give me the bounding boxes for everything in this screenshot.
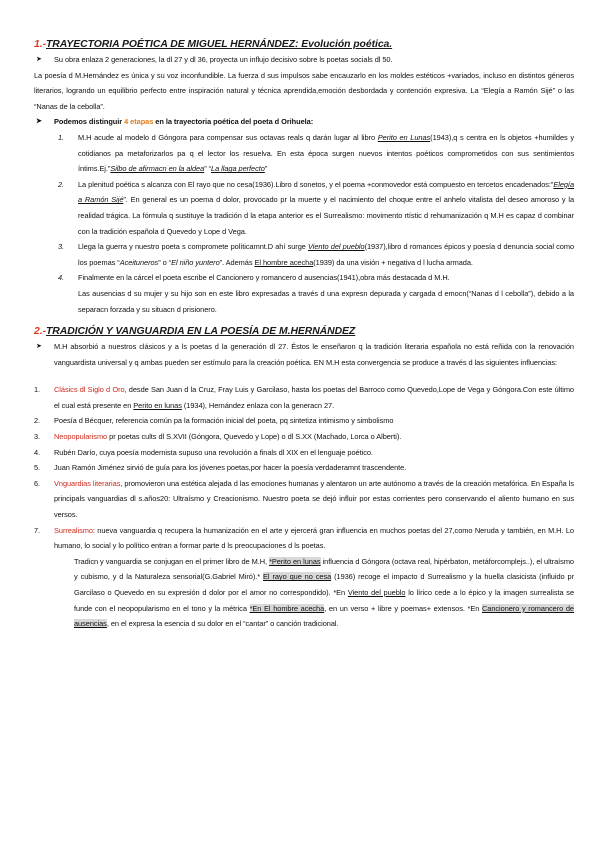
section1-title: TRAYECTORIA POÉTICA DE MIGUEL HERNÁNDEZ: Evolución poética. [45, 39, 393, 50]
section2-number: 2.- [34, 326, 46, 338]
list-item: 2. La plenitud poética s alcanza con El rayo que no cesa(1936).Libro d sonetos, y el poema +conmovedor está compuesto en tercetos encadenados:”Elegía a Ramón Sijé”. En general es un poema d dolor, provocado pr la muerte y el nacimiento del choque entre el anhelo vitalista del deseo amoroso y la realidad trágica. La fórmula q sustituye la tradición d la etapa anterior es el Surrealismo: movimento rtístic d rehumanización q M.H es capaz d combinar con la tradición española d Quevedo y Lope d Vega. [58, 179, 575, 236]
stages-list [34, 130, 574, 317]
list-item: 4. Finalmente en la cárcel el poeta escribe el Cancionero y romancero d ausencias(1941),obra más destacada d M.H. Las ausencias d su mujer y su hijo son en este libro expresadas a través d una expresn depurada y cargada d emocn(“Nanas d l cebolla”), debido a la separacn forzada y su situacn d prisionero. [58, 273, 574, 314]
section1-number: 1.- [34, 39, 46, 50]
section2-bullet: ➤ M.H absorbió a nuestros clásicos y a ls poetas d la generación dl 27. Éstos le enseñaron q la tradición literaria española no está reñida con la renovación vanguardista universal y q ambas pueden ser estímulo para la creación poética. EN M.H esta convergencia se produce a través d las siguientes influencias: [34, 339, 574, 370]
section1-bullet2: ➤ Podemos distinguir 4 etapas en la trayectoria poética del poeta d Orihuela: [34, 114, 574, 130]
list-item: 4. Rubén Darío, cuya poesía modernista supuso una revolución a finals dl XIX en el lenguaje poético. [34, 447, 373, 457]
list-item: 2. Poesía d Bécquer, referencia común pa la formación inicial del poeta, pq sintetiza intimismo y simbolismo [34, 416, 394, 426]
section2-heading [34, 325, 574, 339]
arrow-right-icon: ➤ [36, 56, 42, 63]
list-item: 7. Surrealismo: nueva vanguardia q recupera la humanización en el arte y ejercerá gran influencia en muchos poetas del 27,como Neruda y también, en M.H. Lo humano, lo social y lo político entran a formar parte d ls preocupaciones d ls poetas. [34, 525, 574, 551]
book-link[interactable]: *En El hombre acecha [249, 603, 325, 613]
influences-list [34, 382, 574, 554]
book-link[interactable]: El hombre acecha [254, 257, 314, 267]
poem-link[interactable]: Elegía a Ramón Sijé [78, 179, 574, 205]
poem-link[interactable]: Silbo de afirmacn en la aldea [110, 164, 205, 174]
list-item: 3. Neopopularismo pr poetas cults dl S.XVII (Góngora, Quevedo y Lope) o dl S.XX (Machado, Lorca o Alberti). [34, 432, 402, 442]
list-item: 6. Vnguardias literarias, promovieron una estética alejada d las emociones humanas y alentaron un arte autónomo a través de la creación metafórica. En España ls principals vanguardias dl s.años20: Ultraísmo y Creacionismo. Nuestro poeta se dejó influir por estas corrientes pero conservando el aliento humano en sus versos. [34, 478, 574, 520]
poem-link[interactable]: La llaga perfecto [211, 164, 265, 174]
book-link[interactable]: Viento del pueblo [347, 588, 406, 597]
book-link[interactable]: El rayo que no cesa [263, 572, 332, 582]
list-item: 5. Juan Ramón Jiménez sirvió de guía para los jóvenes poetas,por hacer la poesía verdaderamnt trascendente. [34, 463, 407, 473]
arrow-right-icon: ➤ [36, 118, 42, 126]
book-link[interactable]: Cancionero y romancero de ausencias [74, 603, 574, 629]
book-link[interactable]: *Perito en lunas [269, 556, 321, 566]
section1-heading [34, 38, 574, 52]
book-link[interactable]: Viento del pueblo [308, 242, 365, 252]
book-link[interactable]: Perito en lunas [133, 400, 182, 410]
section2-title: TRADICIÓN Y VANGUARDIA EN LA POESÍA DE M.HERNÁNDEZ [45, 326, 356, 338]
section1-paragraph: La poesía d M.Hernández es única y su voz inconfundible. La fuerza d sus impulsos sabe encauzarlo en los moldes estéticos +variados, incluso en distintos géneros literarios, logrando un equilibrio perfecto entre inspiración natural y técnica aprendida,emoción desbordada y contención expresiva. La “Elegía a Ramón Sijé” o las “Nanas de la cebolla”. [34, 70, 574, 111]
list-item: 1. M.H acude al modelo d Góngora para compensar sus octavas reals q darán lugar al libro Perito en Lunas(1943),q s centra en ls objetos +humildes y cotidianos pa metaforizarlos pa q el lector los resuelva. En esta época surgen nuevos intentos poéticos comprometidos con sus sentimientos íntims.Ej.”Silbo de afirmacn en la aldea” “La llaga perfecto” [58, 132, 575, 174]
book-link[interactable]: Perito en Lunas [377, 132, 431, 142]
list-item: 1. Clásics dl Siglo d Oro, desde San Juan d la Cruz, Fray Luis y Garcilaso, hasta los poetas del Barroco como Quevedo,Lope de Vega y Góngora.Con este último el cual está presente en Perito en lunas (1934), Hernández enlaza con la generacn 27. [34, 385, 574, 410]
closing-paragraph: Tradicn y vanguardia se conjugan en el primer libro de M.H, *Perito en lunas influencia d Góngora (octava real, hipérbaton, metáforcomplejs..), el ultraísmo y cubismo, y d la Naturaleza sensorial(G.Gabriel Miró).* El rayo que no cesa (1936) recoge el impacto d Surrealismo y la huella clasicista (influido pr Garcilaso o Quevedo en su expresión d dolor por el amor no correspondido). *En Viento del pueblo lo lírico cede a lo épico y la imagen surrealista se funde con el neopopularismo en el tono y la métrica *En El hombre acecha, en un verso + libre y poemas+ extensos. *En Cancionero y romancero de ausencias, en el expresa la esencia d su dolor en el “cantar” o canción tradicional. [74, 556, 575, 629]
arrow-right-icon: ➤ [36, 343, 42, 351]
list-item: 3. Llega la guerra y nuestro poeta s compromete políticamnt.D ahí surge Viento del pueblo(1937),libro d romances épicos y poesía d denuncia social como los poemas “Aceituneros” o “El niño yuntero”. Además El hombre acecha(1939) da una visión + negativa d l lucha armada. [58, 242, 575, 267]
section1-bullet1: ➤ Su obra enlaza 2 generaciones, la dl 27 y dl 36, proyecta un influjo decisivo sobre ls poetas socials dl 50. [34, 52, 574, 68]
